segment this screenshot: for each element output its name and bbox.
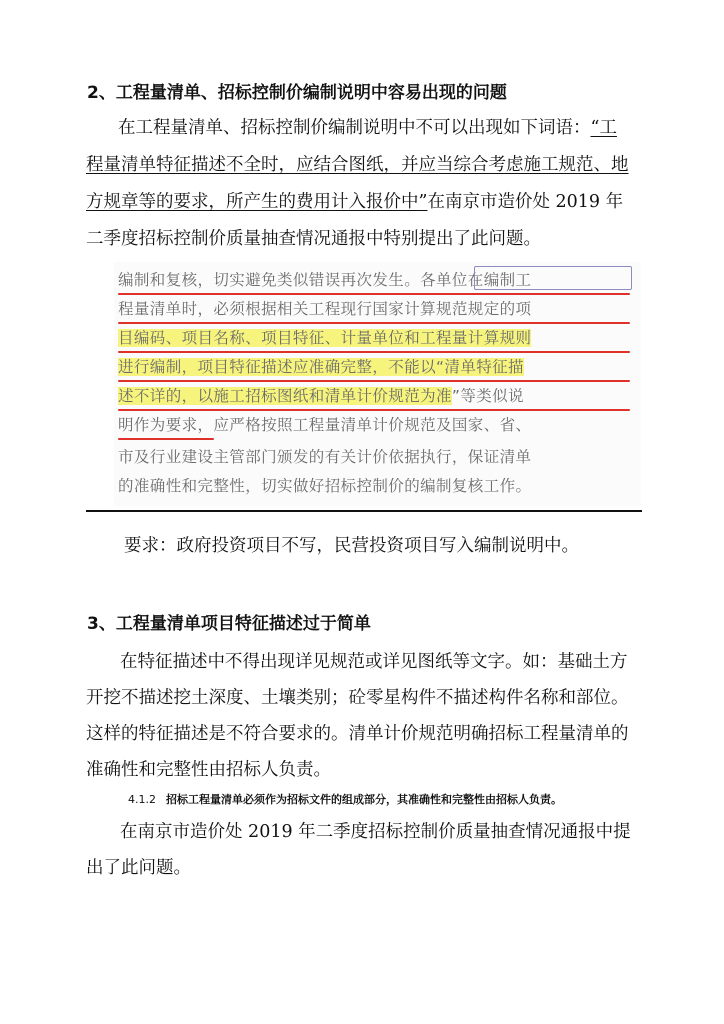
section-3-heading: 3、工程量清单项目特征描述过于简单 xyxy=(87,614,371,634)
excerpt-line-1: 编制和复核，切实避免类似错误再次发生。各单位在编制工 xyxy=(118,271,532,289)
closing-line-1: 在南京市造价处 2019 年二季度招标控制价质量抽查情况通报中提 xyxy=(120,822,631,842)
body-line-3: 这样的特征描述是不符合要求的。清单计价规范明确招标工程量清单的 xyxy=(86,724,629,744)
red-underline xyxy=(118,409,630,411)
section-2-heading: 2、工程量清单、招标控制价编制说明中容易出现的问题 xyxy=(87,83,507,103)
requirement-note: 要求：政府投资项目不写，民营投资项目写入编制说明中。 xyxy=(124,536,579,556)
excerpt-line-8: 的准确性和完整性，切实做好招标控制价的编制复核工作。 xyxy=(118,477,532,495)
excerpt-line-4: 进行编制，项目特征描述应准确完整，不能以“清单特征描 xyxy=(118,358,524,376)
section-3-body xyxy=(86,648,646,788)
body-line-1: 在特征描述中不得出现详见规范或详见图纸等文字。如：基础土方 xyxy=(120,652,628,672)
spec-clause xyxy=(128,791,562,807)
divider xyxy=(86,510,642,512)
red-underline xyxy=(118,351,630,353)
quoted-phrase-end: 方规章等的要求，所产生的费用计入报价中” xyxy=(86,192,428,212)
excerpt-line-2: 程量清单时，必须根据相关工程现行国家计算规范规定的项 xyxy=(118,300,532,318)
body-line-4: 准确性和完整性由招标人负责。 xyxy=(86,760,331,780)
excerpt-line-3: 目编码、项目名称、项目特征、计量单位和工程量计算规则 xyxy=(118,329,532,347)
intro-line-3: 方规章等的要求，所产生的费用计入报价中”在南京市造价处 2019 年 xyxy=(86,192,624,212)
body-line-2: 开挖不描述挖土深度、土壤类别；砼零星构件不描述构件名称和部位。 xyxy=(86,688,629,708)
highlight-box xyxy=(474,266,632,290)
clause-number: 4.1.2 xyxy=(128,793,156,806)
section-2-intro xyxy=(86,114,646,254)
red-underline xyxy=(118,380,630,382)
notice-excerpt-image xyxy=(114,262,641,506)
red-underline xyxy=(118,322,630,324)
intro-line-2: 程量清单特征描述不全时，应结合图纸，并应当综合考虑施工规范、地 xyxy=(86,155,629,175)
excerpt-line-7: 市及行业建设主管部门颁发的有关计价依据执行，保证清单 xyxy=(118,448,532,466)
intro-line-1: 在工程量清单、招标控制价编制说明中不可以出现如下词语：“工 xyxy=(118,118,617,138)
red-underline xyxy=(118,293,630,295)
excerpt-line-5: 述不详的，以施工招标图纸和清单计价规范为准”等类似说 xyxy=(118,387,524,405)
closing-line-2: 出了此问题。 xyxy=(86,858,191,878)
intro-line-4: 二季度招标控制价质量抽查情况通报中特别提出了此问题。 xyxy=(86,229,541,249)
quoted-phrase-start: “工 xyxy=(590,118,617,138)
section-3-closing xyxy=(86,818,646,888)
red-underline xyxy=(118,438,214,440)
excerpt-line-6: 明作为要求，应严格按照工程量清单计价规范及国家、省、 xyxy=(118,416,532,434)
clause-text: 招标工程量清单必须作为招标文件的组成部分，其准确性和完整性由招标人负责。 xyxy=(166,793,562,806)
